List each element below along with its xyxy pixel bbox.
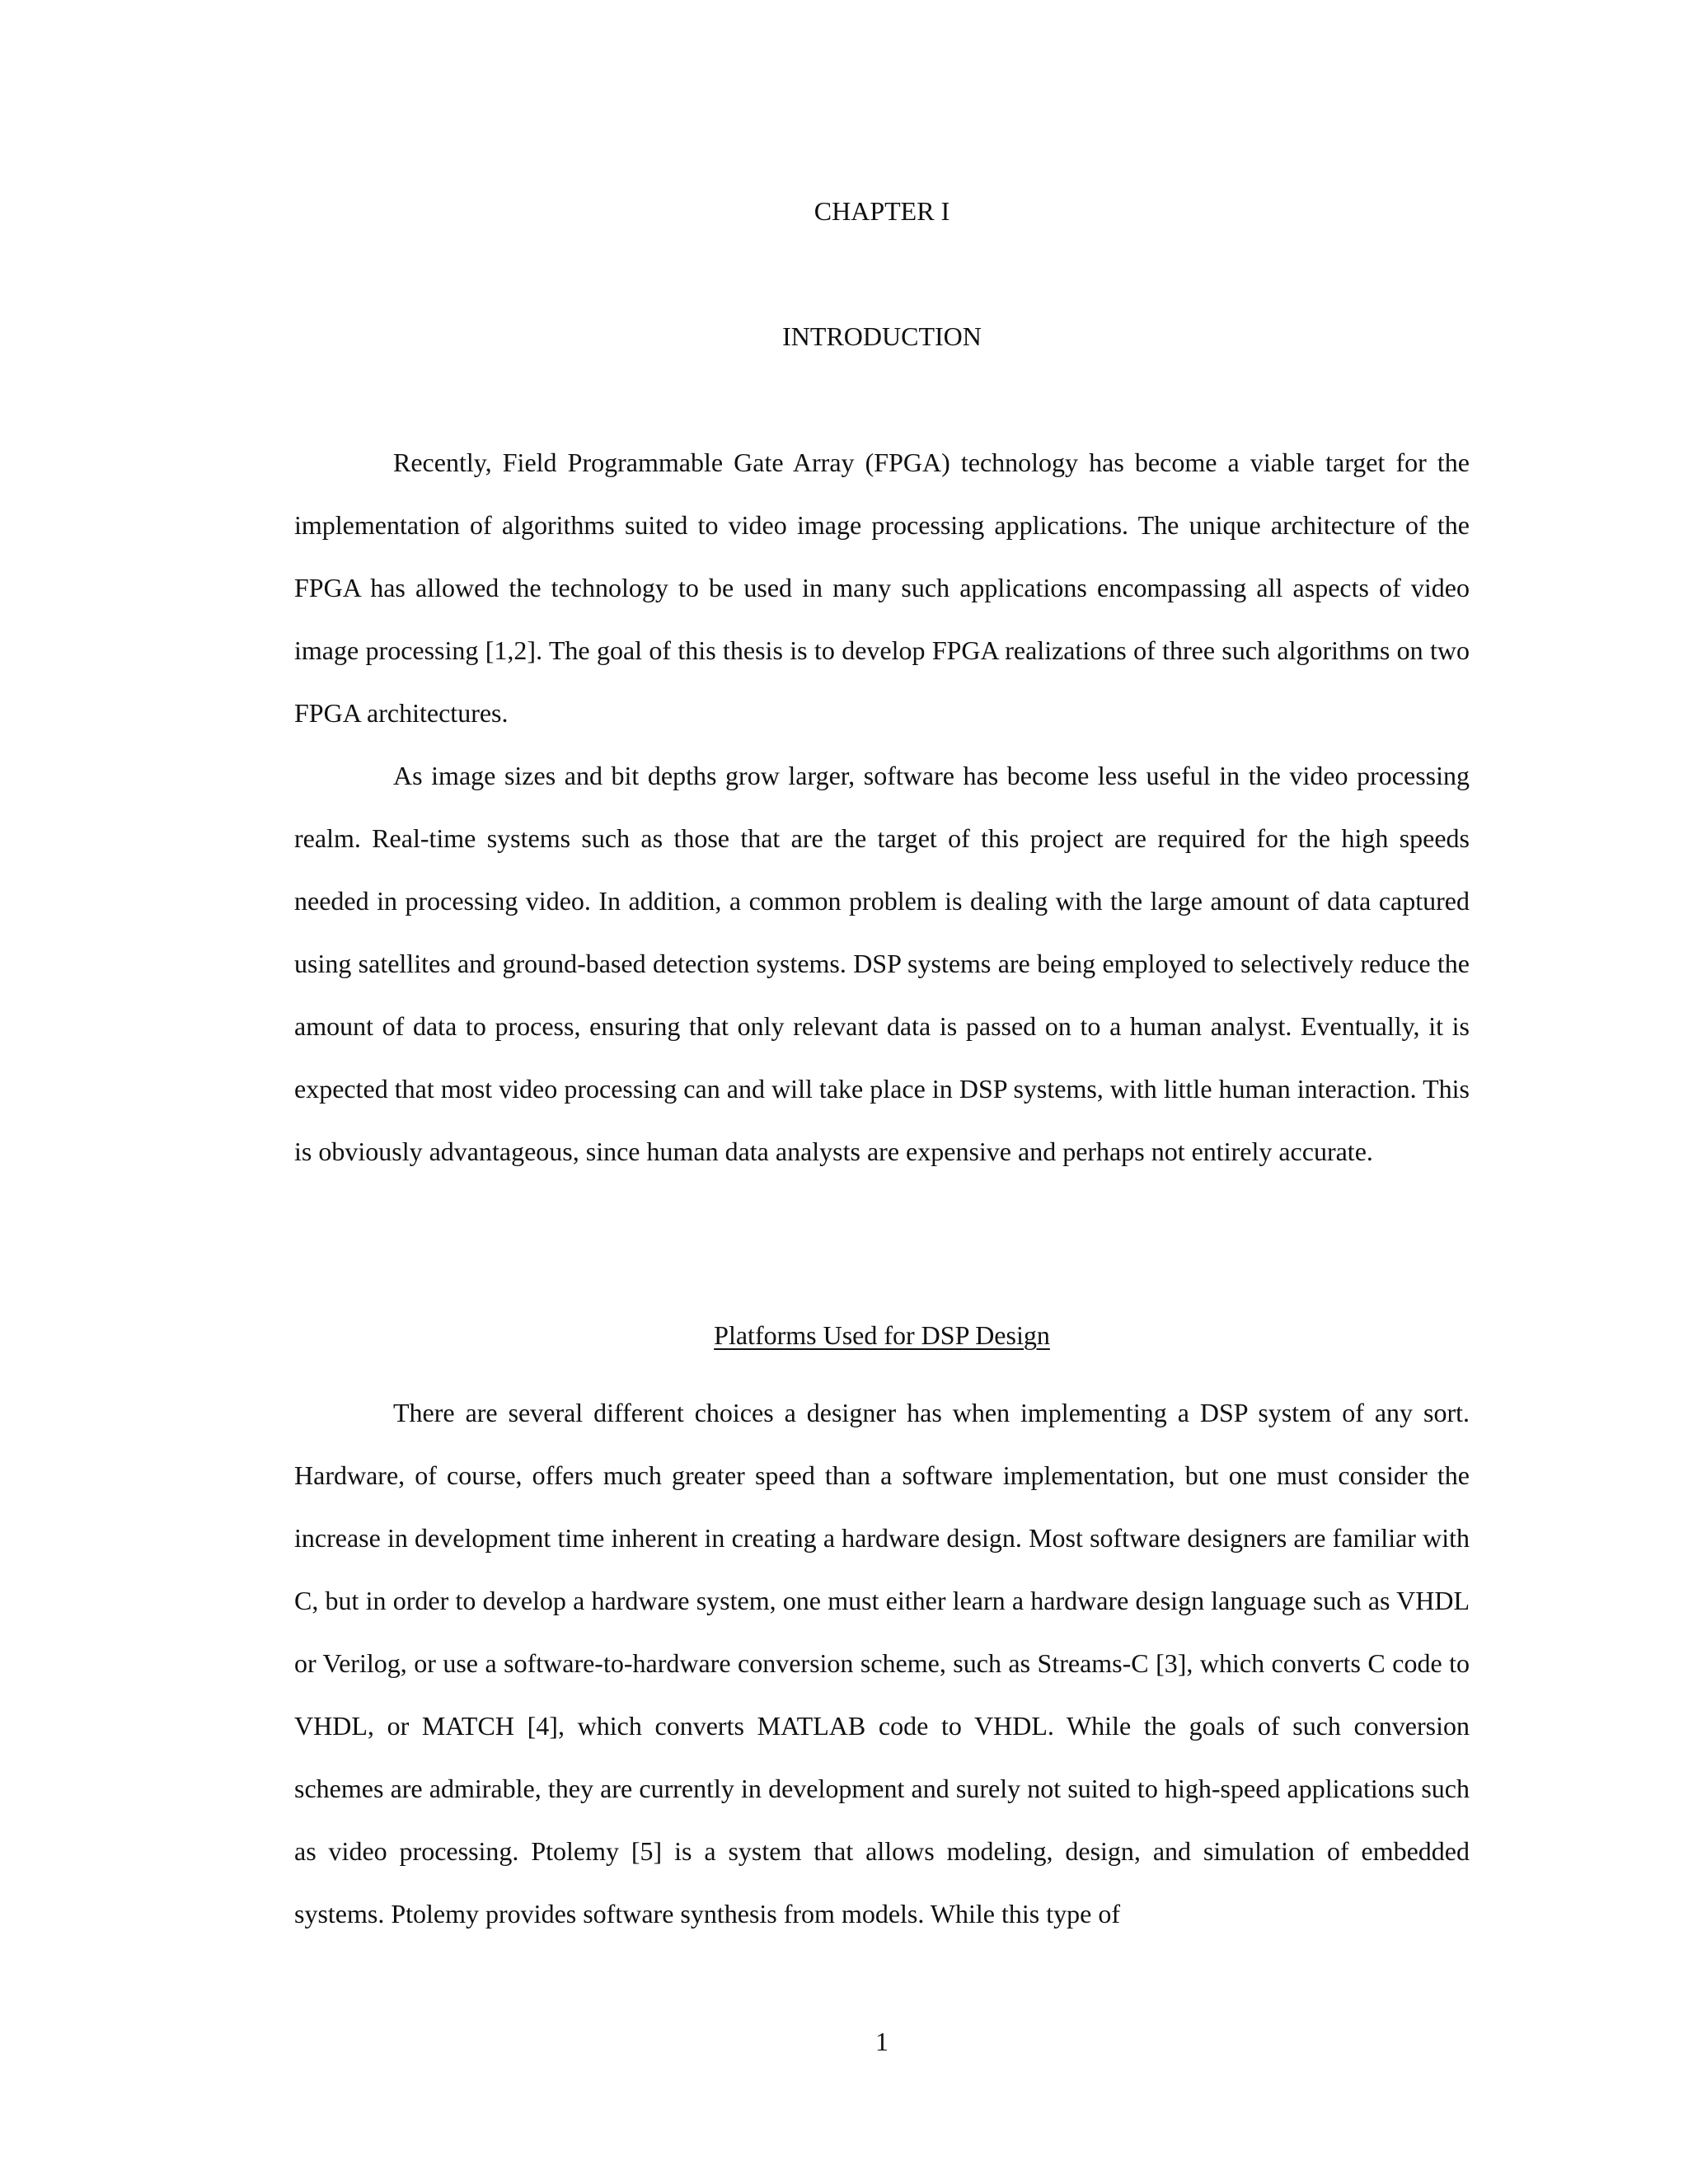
section-heading: Platforms Used for DSP Design bbox=[714, 1320, 1050, 1350]
introduction-body bbox=[294, 431, 1470, 1183]
section-body bbox=[294, 1381, 1470, 1945]
body-paragraph: There are several different choices a designer has when implementing a DSP system of any sort. Hardware, of course, offers much greater speed than a software implementation, but one must consider the increase in development time inherent in creating a hardware design. Most software designers are familiar with C, but in order to develop a hardware system, one must either learn a hardware design language such as VHDL or Verilog, or use a software-to-hardware conversion scheme, such as Streams-C [3], which converts C code to VHDL, or MATCH [4], which converts MATLAB code to VHDL. While the goals of such conversion schemes are admirable, they are currently in development and surely not suited to high-speed applications such as video processing. Ptolemy [5] is a system that allows modeling, design, and simulation of embedded systems. Ptolemy provides software synthesis from models. While this type of bbox=[294, 1398, 1470, 1929]
chapter-label: CHAPTER I bbox=[814, 196, 950, 226]
chapter-title: INTRODUCTION bbox=[782, 321, 982, 351]
page-number: 1 bbox=[875, 2027, 889, 2056]
body-paragraph: Recently, Field Programmable Gate Array (FPGA) technology has become a viable target for the implementation of algorithms suited to video image processing applications. The unique architecture of the FPGA has allowed the technology to be used in many such applications encompassing all aspects of video image processing [1,2]. The goal of this thesis is to develop FPGA realizations of three such algorithms on two FPGA architectures. bbox=[294, 448, 1470, 728]
body-paragraph: As image sizes and bit depths grow larger, software has become less useful in the video processing realm. Real-time systems such as those that are the target of this project are required for the high speeds needed in processing video. In addition, a common problem is dealing with the large amount of data captured using satellites and ground-based detection systems. DSP systems are being employed to selectively reduce the amount of data to process, ensuring that only relevant data is passed on to a human analyst. Eventually, it is expected that most video processing can and will take place in DSP systems, with little human interaction. This is obviously advantageous, since human data analysts are expensive and perhaps not entirely accurate. bbox=[294, 761, 1470, 1166]
